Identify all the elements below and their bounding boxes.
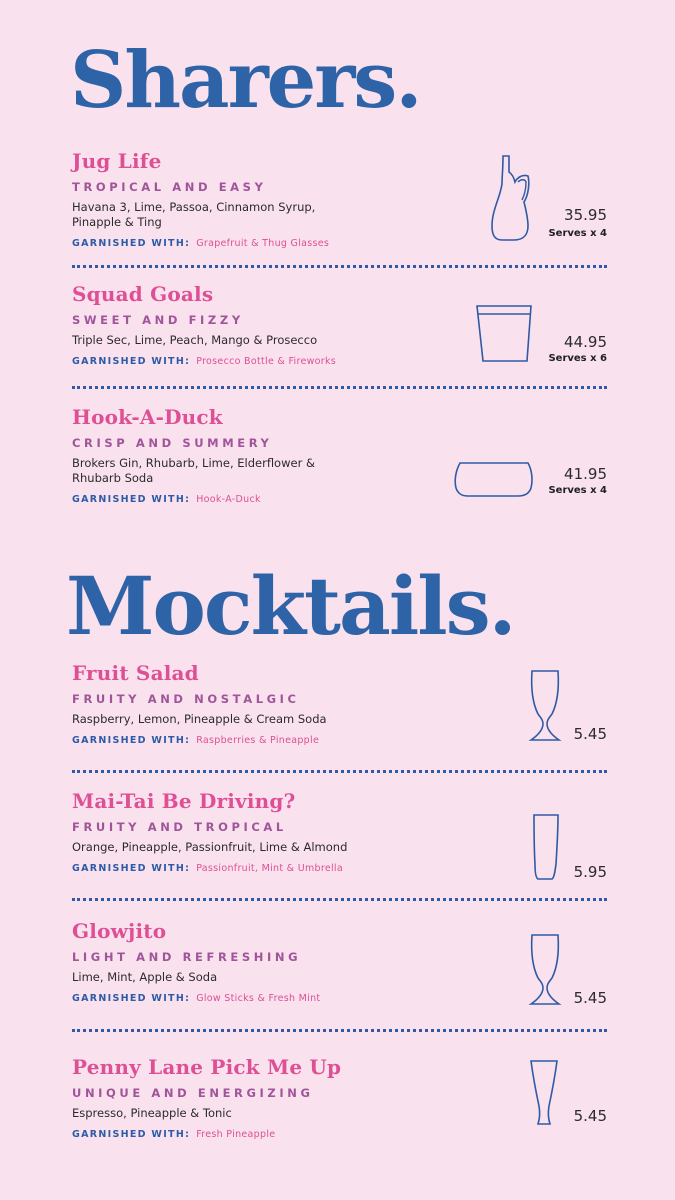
divider	[72, 265, 607, 268]
item-tagline: SWEET AND FIZZY	[72, 313, 244, 327]
menu-item-hook-a-duck	[72, 406, 612, 506]
bucket-icon	[474, 303, 534, 365]
item-tagline: FRUITY AND NOSTALGIC	[72, 692, 300, 706]
garnish-label: GARNISHED WITH:	[72, 493, 191, 505]
garnish-value: Hook-A-Duck	[196, 493, 261, 505]
item-price: 5.45	[573, 989, 607, 1007]
garnish-value: Passionfruit, Mint & Umbrella	[196, 862, 343, 874]
section-title-sharers: Sharers.	[70, 35, 421, 126]
menu-item-fruit-salad	[72, 662, 612, 758]
goblet-icon	[527, 668, 563, 744]
garnish-value: Raspberries & Pineapple	[196, 734, 320, 746]
item-serves: Serves x 4	[548, 228, 607, 239]
item-tagline: FRUITY AND TROPICAL	[72, 820, 287, 834]
item-name: Squad Goals	[72, 282, 214, 306]
item-name: Penny Lane Pick Me Up	[72, 1055, 342, 1079]
pilsner-glass-icon	[528, 1058, 560, 1128]
garnish-value: Grapefruit & Thug Glasses	[196, 237, 330, 249]
item-tagline: CRISP AND SUMMERY	[72, 436, 273, 450]
garnish-label: GARNISHED WITH:	[72, 992, 191, 1004]
item-garnish	[72, 1129, 612, 1140]
item-name: Hook-A-Duck	[72, 405, 223, 429]
item-price: 35.95	[564, 206, 607, 224]
garnish-value: Glow Sticks & Fresh Mint	[196, 992, 321, 1004]
item-price: 5.45	[573, 1107, 607, 1125]
item-price: 5.95	[573, 863, 607, 881]
item-serves: Serves x 6	[548, 353, 607, 364]
divider	[72, 1029, 607, 1032]
goblet-icon	[527, 932, 563, 1008]
section-title-mocktails: Mocktails.	[66, 559, 515, 653]
item-name: Fruit Salad	[72, 661, 199, 685]
divider	[72, 898, 607, 901]
menu-item-glowjito	[72, 920, 612, 1016]
item-name: Jug Life	[72, 149, 162, 173]
divider	[72, 386, 607, 389]
garnish-label: GARNISHED WITH:	[72, 355, 191, 367]
divider	[72, 770, 607, 773]
garnish-value: Fresh Pineapple	[196, 1128, 276, 1140]
menu-item-mai-tai-be-driving	[72, 790, 612, 886]
item-serves: Serves x 4	[548, 485, 607, 496]
item-name: Mai-Tai Be Driving?	[72, 789, 296, 813]
garnish-label: GARNISHED WITH:	[72, 237, 191, 249]
item-description: Triple Sec, Lime, Peach, Mango & Prosecco	[72, 333, 318, 347]
item-description: Orange, Pineapple, Passionfruit, Lime & Almond	[72, 840, 348, 854]
item-tagline: TROPICAL AND EASY	[72, 180, 267, 194]
jug-icon	[488, 154, 536, 242]
highball-glass-icon	[530, 812, 562, 882]
item-description: Lime, Mint, Apple & Soda	[72, 970, 218, 984]
item-tagline: UNIQUE AND ENERGIZING	[72, 1086, 314, 1100]
item-tagline: LIGHT AND REFRESHING	[72, 950, 302, 964]
item-description: Espresso, Pineapple & Tonic	[72, 1106, 232, 1120]
item-description: Brokers Gin, Rhubarb, Lime, Elderflower & Rhubarb Soda	[72, 456, 315, 485]
garnish-label: GARNISHED WITH:	[72, 862, 191, 874]
garnish-label: GARNISHED WITH:	[72, 734, 191, 746]
menu-item-squad-goals	[72, 283, 612, 373]
menu-item-penny-lane-pick-me-up	[72, 1056, 612, 1152]
garnish-value: Prosecco Bottle & Fireworks	[196, 355, 337, 367]
item-price: 5.45	[573, 725, 607, 743]
item-description: Raspberry, Lemon, Pineapple & Cream Soda	[72, 712, 327, 726]
item-name: Glowjito	[72, 919, 167, 943]
bowl-icon	[452, 460, 536, 500]
item-price: 41.95	[564, 465, 607, 483]
item-description: Havana 3, Lime, Passoa, Cinnamon Syrup, Pinapple & Ting	[72, 200, 316, 229]
garnish-label: GARNISHED WITH:	[72, 1128, 191, 1140]
item-price: 44.95	[564, 333, 607, 351]
menu-item-jug-life	[72, 150, 612, 250]
